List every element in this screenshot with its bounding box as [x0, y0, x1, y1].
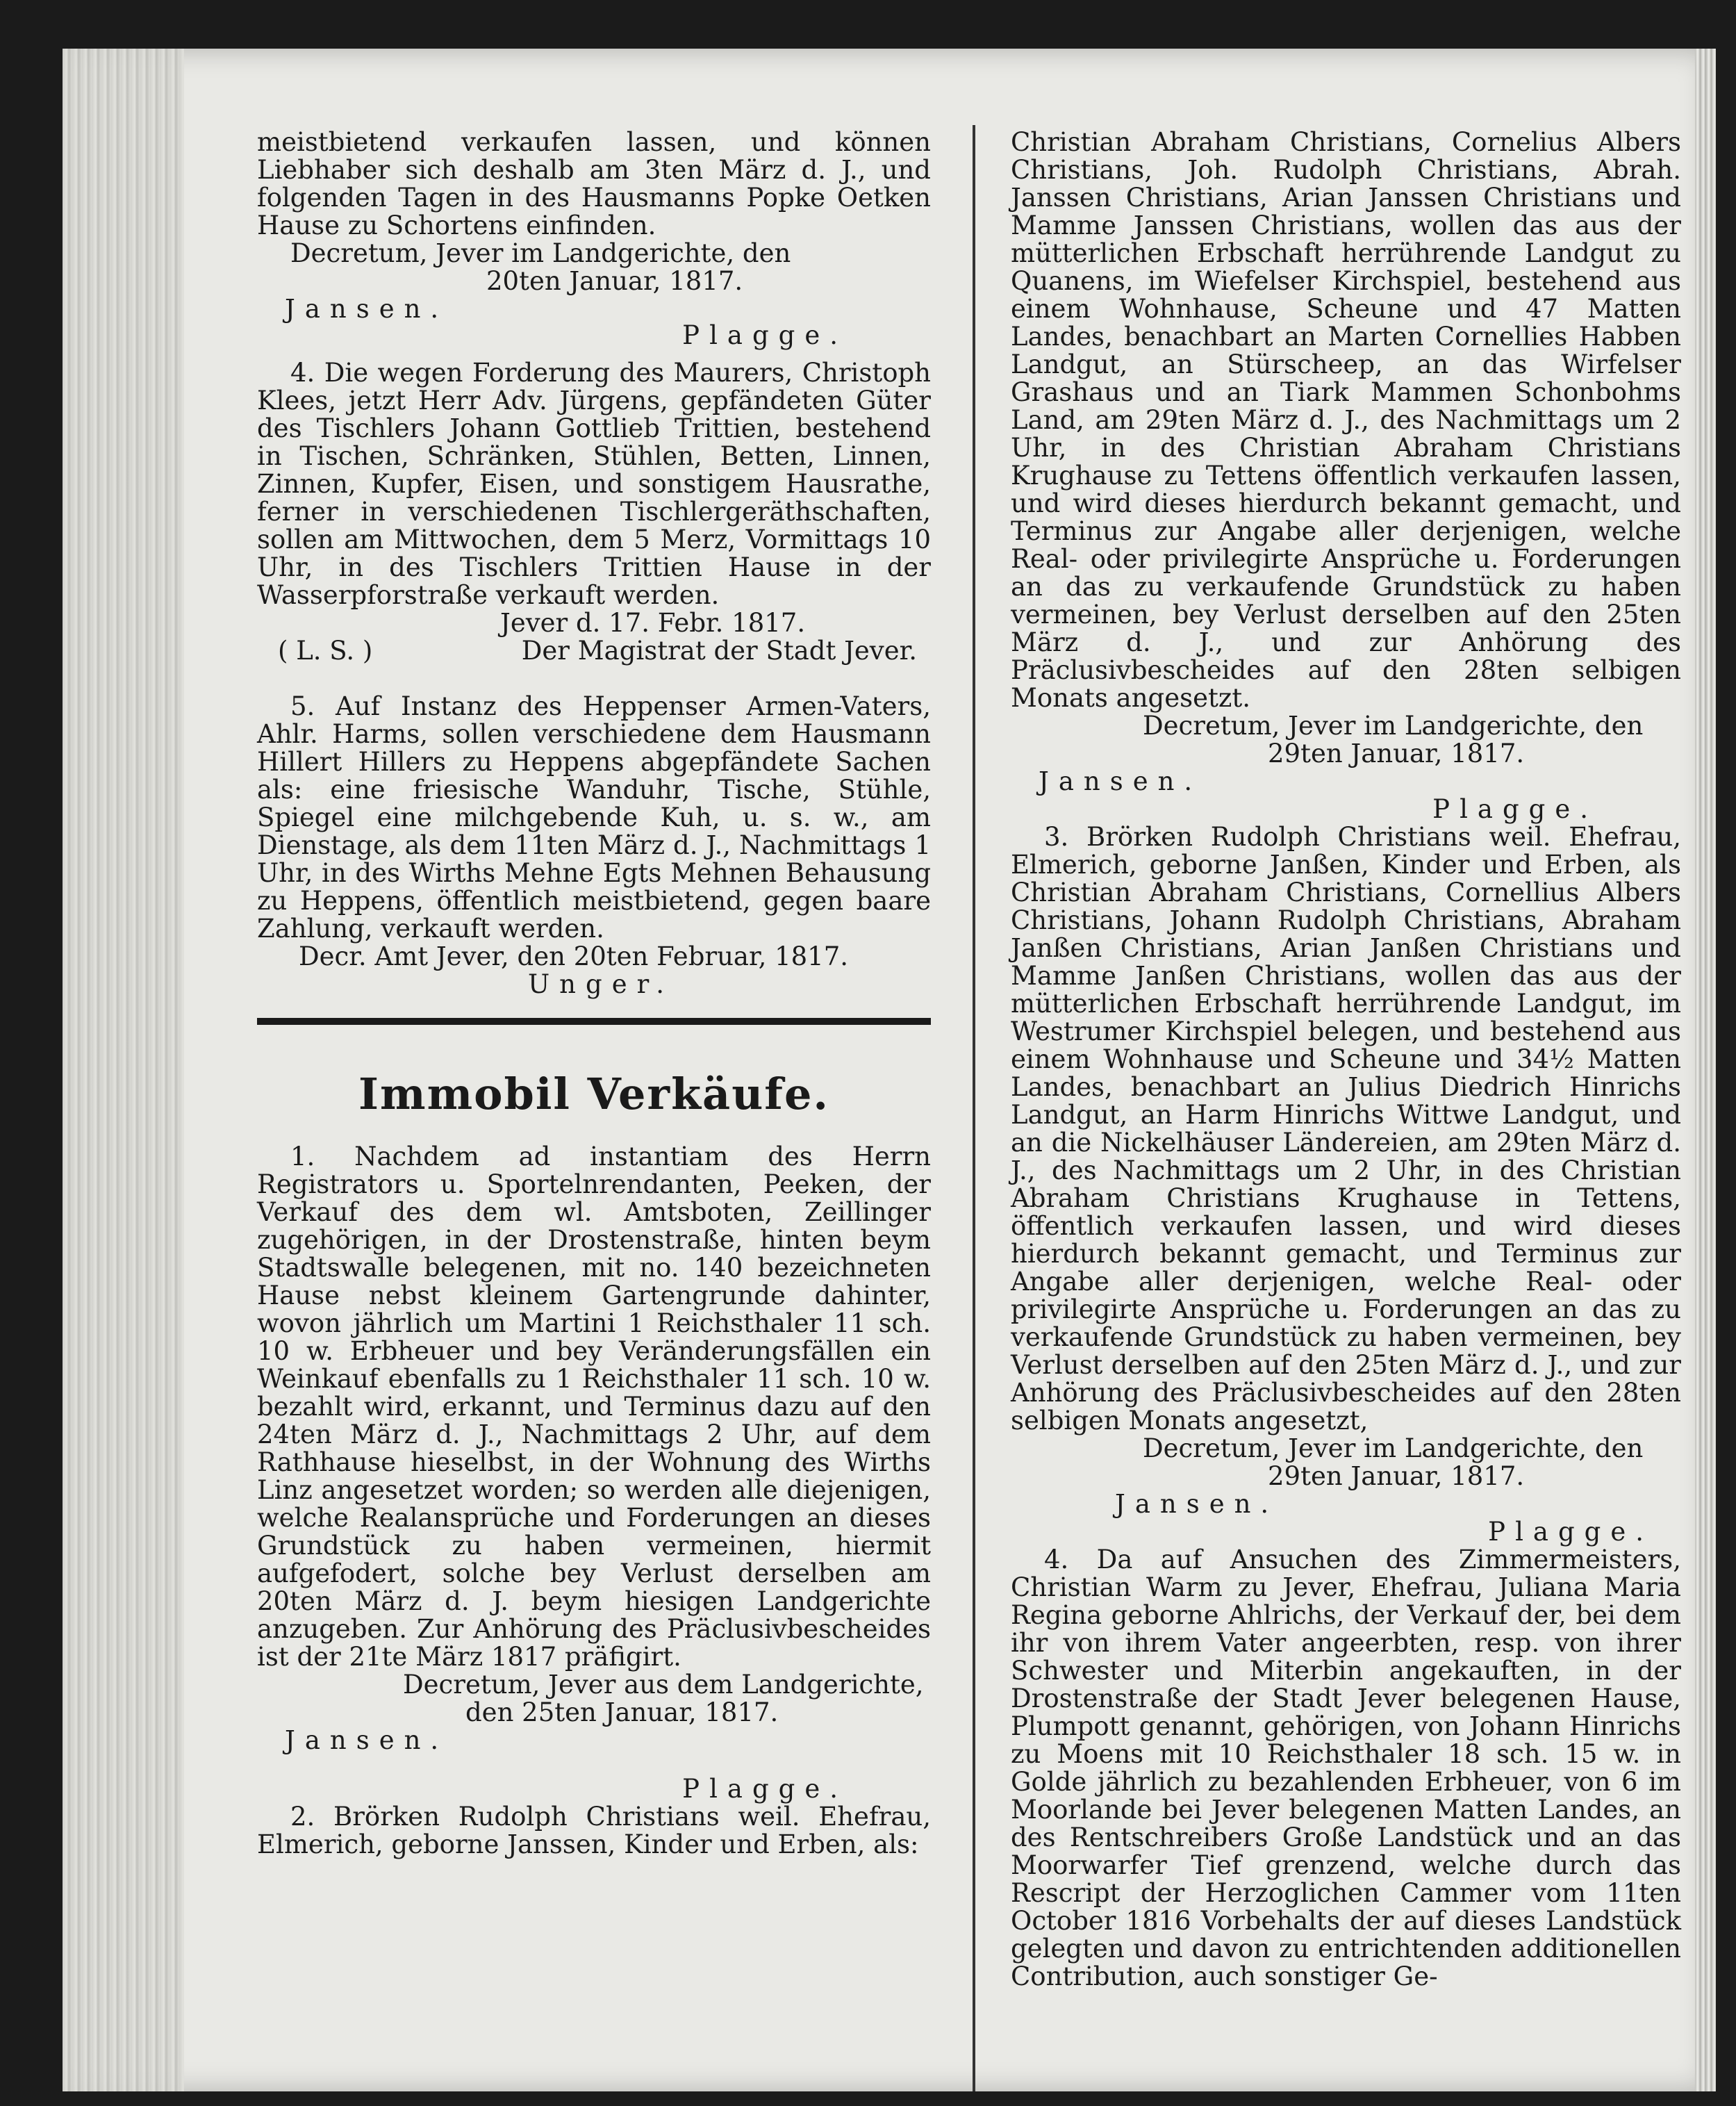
immobil-1-text: 1. Nachdem ad instantiam des Herrn Registrators u. Sportelnrendanten, Peeken, der Verkauf des dem wl. Amtsboten, Zeillinger zugehörigen, in der Drostenstraße, hinten beym Stadtswalle belegenen, mit no. 140 bezeichneten Hause nebst kleinem Gartengrunde dahinter, wovon jährlich um Martini 1 Reichsthaler 11 sch. 10 w. Erbheuer und bey Veränderungsfällen ein Weinkauf ebenfalls zu 1 Reichsthaler 11 sch. 10 w. bezahlt wird, erkannt, und Terminus dazu auf den 24ten März d. J., Nachmittags 2 Uhr, auf dem Rathhause hieselbst, in der Wohnung des Wirths Linz angesetzet worden; so werden alle diejenigen, welche Realansprüche und Forderungen an dieses Grundstück zu haben vermeinen, hiermit aufgefodert, solche bey Verlust derselben am 20ten März d. J. beym hiesigen Landgerichte anzugeben. Zur Anhörung des Präclusivbescheides ist der 21te März 1817 präfigirt.	[257, 1142, 931, 1672]
immobil-4-text: 4. Da auf Ansuchen des Zimmermeisters, Christian Warm zu Jever, Ehefrau, Juliana Maria Regina geborne Ahlrichs, der Verkauf der, bei dem ihr von ihrem Vater angeerbten, resp. von ihrer Schwester und Miterbin angekauften, in der Drostenstraße der Stadt Jever belegenen Hause, Plumpott genannt, gehörigen, von Johann Hinrichs zu Moens mit 10 Reichsthaler 18 sch. 15 w. in Golde jährlich zu bezahlenden Erbheuer, von 6 im Moorlande bei Jever belegenen Matten Landes, an des Rentschreibers Große Landstück und an das Moorwarfer Tief grenzend, welche durch das Rescript der Herzoglichen Cammer vom 11ten October 1816 Vorbehalts der auf dieses Landstück gelegten und davon zu entrichtenden additionellen Contribution, auch sonstiger Ge-	[1011, 1545, 1681, 1991]
immobil-2-start: 2. Brörken Rudolph Christians weil. Ehefrau, Elmerich, geborne Janssen, Kinder und Erben, als:	[257, 1802, 931, 1859]
notice-5-text: 5. Auf Instanz des Heppenser Armen-Vaters, Ahlr. Harms, sollen verschiedene dem Hausmann Hillert Hillers zu Heppens abgepfändete Sachen als: eine friesische Wanduhr, Tische, Stühle, Spiegel eine milchgebende Kuh, u. s. w., am Dienstage, als dem 11ten März d. J., Nachmittags 1 Uhr, in des Wirths Mehne Egts Mehnen Behausung zu Heppens, öffentlich meistbietend, gegen baare Zahlung, verkauft werden.	[257, 691, 931, 944]
signature-jansen: Jansen.	[285, 294, 449, 324]
immobil-3-decretum: Decretum, Jever im Landgerichte, den	[1143, 1433, 1644, 1463]
continuation-text: meistbietend verkaufen lassen, und können Liebhaber sich deshalb am 3ten März d. J., und folgenden Tagen in des Hausmanns Popke Oetken Hause zu Schortens einfinden.	[257, 127, 931, 240]
book-spine-edge	[63, 49, 184, 2091]
seal-mark: ( L. S. )	[278, 636, 373, 666]
signature-jansen: Jansen.	[285, 1725, 449, 1755]
notice-4-text: 4. Die wegen Forderung des Maurers, Christoph Klees, jetzt Herr Adv. Jürgens, gepfändeten Güter des Tischlers Johann Gottlieb Trittien, bestehend in Tischen, Schränken, Stühlen, Betten, Linnen, Zinnen, Kupfer, Eisen, und sonstigem Hausrathe, ferner in verschiedenen Tischlergeräthschaften, sollen am Mittwochen, dem 5 Merz, Vormittags 10 Uhr, in des Tischlers Trittien Hause in der Wasserpforstraße verkauft werden.	[257, 358, 931, 610]
signature-jansen: Jansen.	[1115, 1489, 1279, 1519]
immobil-2-decretum: Decretum, Jever im Landgerichte, den	[1143, 711, 1644, 741]
immobil-3-date: 29ten Januar, 1817.	[1268, 1461, 1525, 1491]
signature-plagge: Plagge.	[1488, 1517, 1653, 1547]
immobil-2-continuation: Christian Abraham Christians, Cornelius Albers Christians, Joh. Rudolph Christians, Abrah. Janssen Christians, Arian Janssen Christians und Mamme Janssen Christians, wollen das aus der mütterlichen Erbschaft herrührende Landgut zu Quanens, im Wiefelser Kirchspiel, bestehend aus einem Wohnhause, Scheune und 47 Matten Landes, benachbart an Marten Cornellies Habben Landgut, an Stürscheep, an das Wirfelser Grashaus und an Tiark Mammen Schonbohms Land, am 29ten März d. J., des Nachmittags um 2 Uhr, in des Christian Abraham Christians Krughause zu Tettens öffentlich verkaufen lassen, und wird dieses hierdurch bekannt gemacht, und Terminus zur Angabe aller derjenigen, welche Real- oder privilegirte Ansprüche u. Forderungen an das zu verkaufende Grundstück zu haben vermeinen, bey Verlust derselben auf den 25ten März d. J., und zur Anhörung des Präclusivbescheides auf den 28ten selbigen Monats angesetzt.	[1011, 127, 1681, 713]
notice-4-signature-line	[257, 637, 931, 665]
right-column	[1011, 129, 1681, 1991]
page-edge	[1695, 49, 1716, 2091]
notice-4-date: Jever d. 17. Febr. 1817.	[500, 608, 806, 638]
signature-plagge: Plagge.	[682, 1774, 848, 1804]
decretum-date: 20ten Januar, 1817.	[486, 266, 743, 296]
signature-plagge: Plagge.	[1432, 794, 1598, 824]
section-divider	[257, 1018, 931, 1025]
section-heading: Immobil Verkäufe.	[358, 1069, 830, 1119]
signature-unger: Unger.	[528, 969, 674, 999]
signature-plagge: Plagge.	[682, 320, 848, 350]
immobil-3-text: 3. Brörken Rudolph Christians weil. Ehefrau, Elmerich, geborne Janßen, Kinder und Erben, als Christian Abraham Christians, Cornellius Albers Christians, Johann Rudolph Christians, Abraham Janßen Christians, Arian Janßen Christians und Mamme Janßen Christians, wollen das aus der mütterlichen Erbschaft herrührende Landgut, im Westrumer Kirchspiel belegen, und bestehend aus einem Wohnhause und Scheune und 34½ Matten Landes, benachbart an Julius Diedrich Hinrichs Landgut, an Harm Hinrichs Wittwe Landgut, und an die Nickelhäuser Ländereien, am 29ten März d. J., des Nachmittags um 2 Uhr, in des Christian Abraham Christians Krughause in Tettens, öffentlich verkaufen lassen, und wird dieses hierdurch bekannt gemacht, und Terminus zur Angabe aller derjenigen, welche Real- oder privilegirte Ansprüche u. Forderungen an das zu verkaufende Grundstück zu haben vermeinen, bey Verlust derselben auf den 25ten März d. J., und zur Anhörung des Präclusivbescheides auf den 28ten selbigen Monats angesetzt,	[1011, 822, 1681, 1435]
immobil-2-date: 29ten Januar, 1817.	[1268, 739, 1525, 768]
decretum-line: Decretum, Jever im Landgerichte, den	[290, 238, 791, 268]
left-column	[257, 129, 931, 1859]
immobil-1-decretum: Decretum, Jever aus dem Landgerichte,	[403, 1670, 924, 1700]
magistrate-signature: Der Magistrat der Stadt Jever.	[521, 636, 917, 666]
immobil-1-date: den 25ten Januar, 1817.	[465, 1697, 779, 1727]
notice-5-decr: Decr. Amt Jever, den 20ten Februar, 1817.	[299, 941, 849, 971]
signature-jansen: Jansen.	[1039, 766, 1202, 796]
column-divider	[973, 125, 975, 2091]
